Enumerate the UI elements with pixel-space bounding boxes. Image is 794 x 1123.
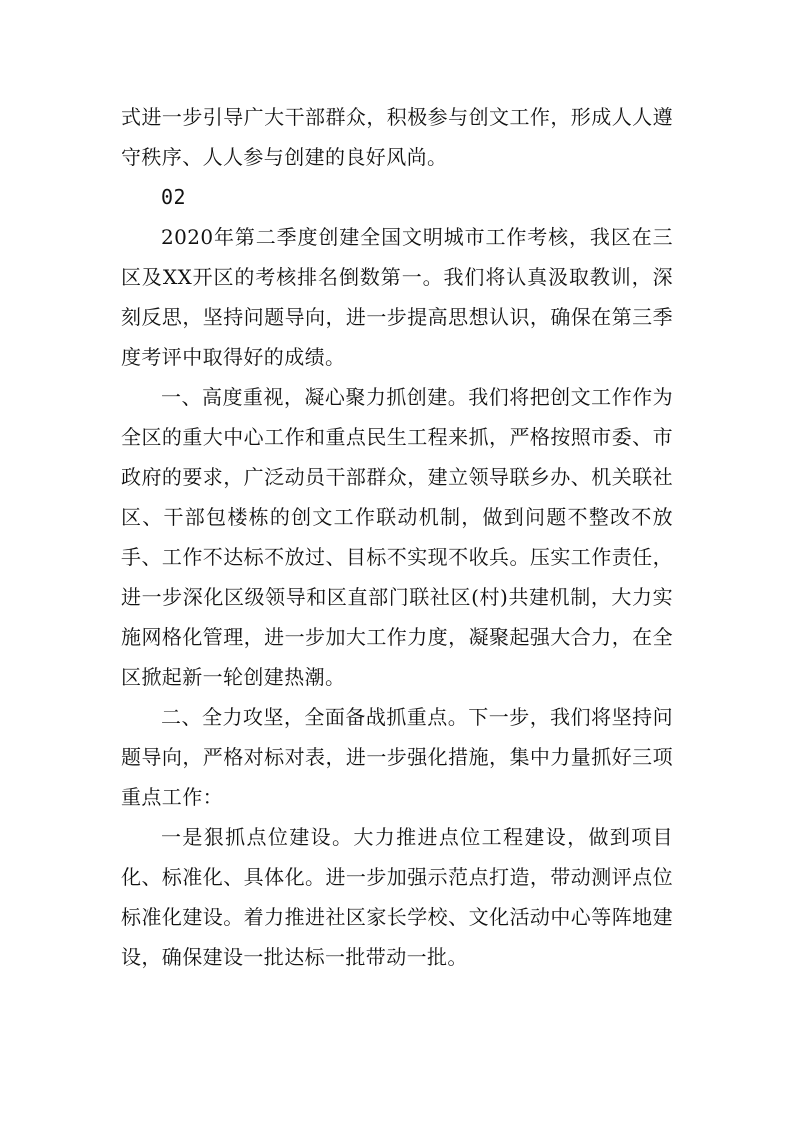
- document-body: [121, 97, 673, 977]
- paragraph-assessment: 2020年第二季度创建全国文明城市工作考核，我区在三区及XX开区的考核排名倒数第一。我们将认真汲取教训，深刻反思，坚持问题导向，进一步提高思想认识，确保在第三季度考评中取得好的成绩。: [121, 225, 673, 369]
- paragraph-point-one: 一、高度重视，凝心聚力抓创建。我们将把创文工作作为全区的重大中心工作和重点民生工程来抓，严格按照市委、市政府的要求，广泛动员干部群众，建立领导联乡办、机关联社区、干部包楼栋的创文工作联动机制，做到问题不整改不放手、工作不达标不放过、目标不实现不收兵。压实工作责任，进一步深化区级领导和区直部门联社区(村)共建机制，大力实施网格化管理，进一步加大工作力度，凝聚起强大合力，在全区掀起新一轮创建热潮。: [121, 385, 673, 689]
- paragraph-point-two: 二、全力攻坚，全面备战抓重点。下一步，我们将坚持问题导向，严格对标对表，进一步强化措施，集中力量抓好三项重点工作：: [121, 705, 673, 809]
- paragraph-task-one: 一是狠抓点位建设。大力推进点位工程建设，做到项目化、标准化、具体化。进一步加强示范点打造，带动测评点位标准化建设。着力推进社区家长学校、文化活动中心等阵地建设，确保建设一批达标一批带动一批。: [121, 825, 673, 969]
- section-number: 02: [161, 185, 186, 209]
- paragraph-continuation: 式进一步引导广大干部群众，积极参与创文工作，形成人人遵守秩序、人人参与创建的良好风尚。: [121, 105, 673, 169]
